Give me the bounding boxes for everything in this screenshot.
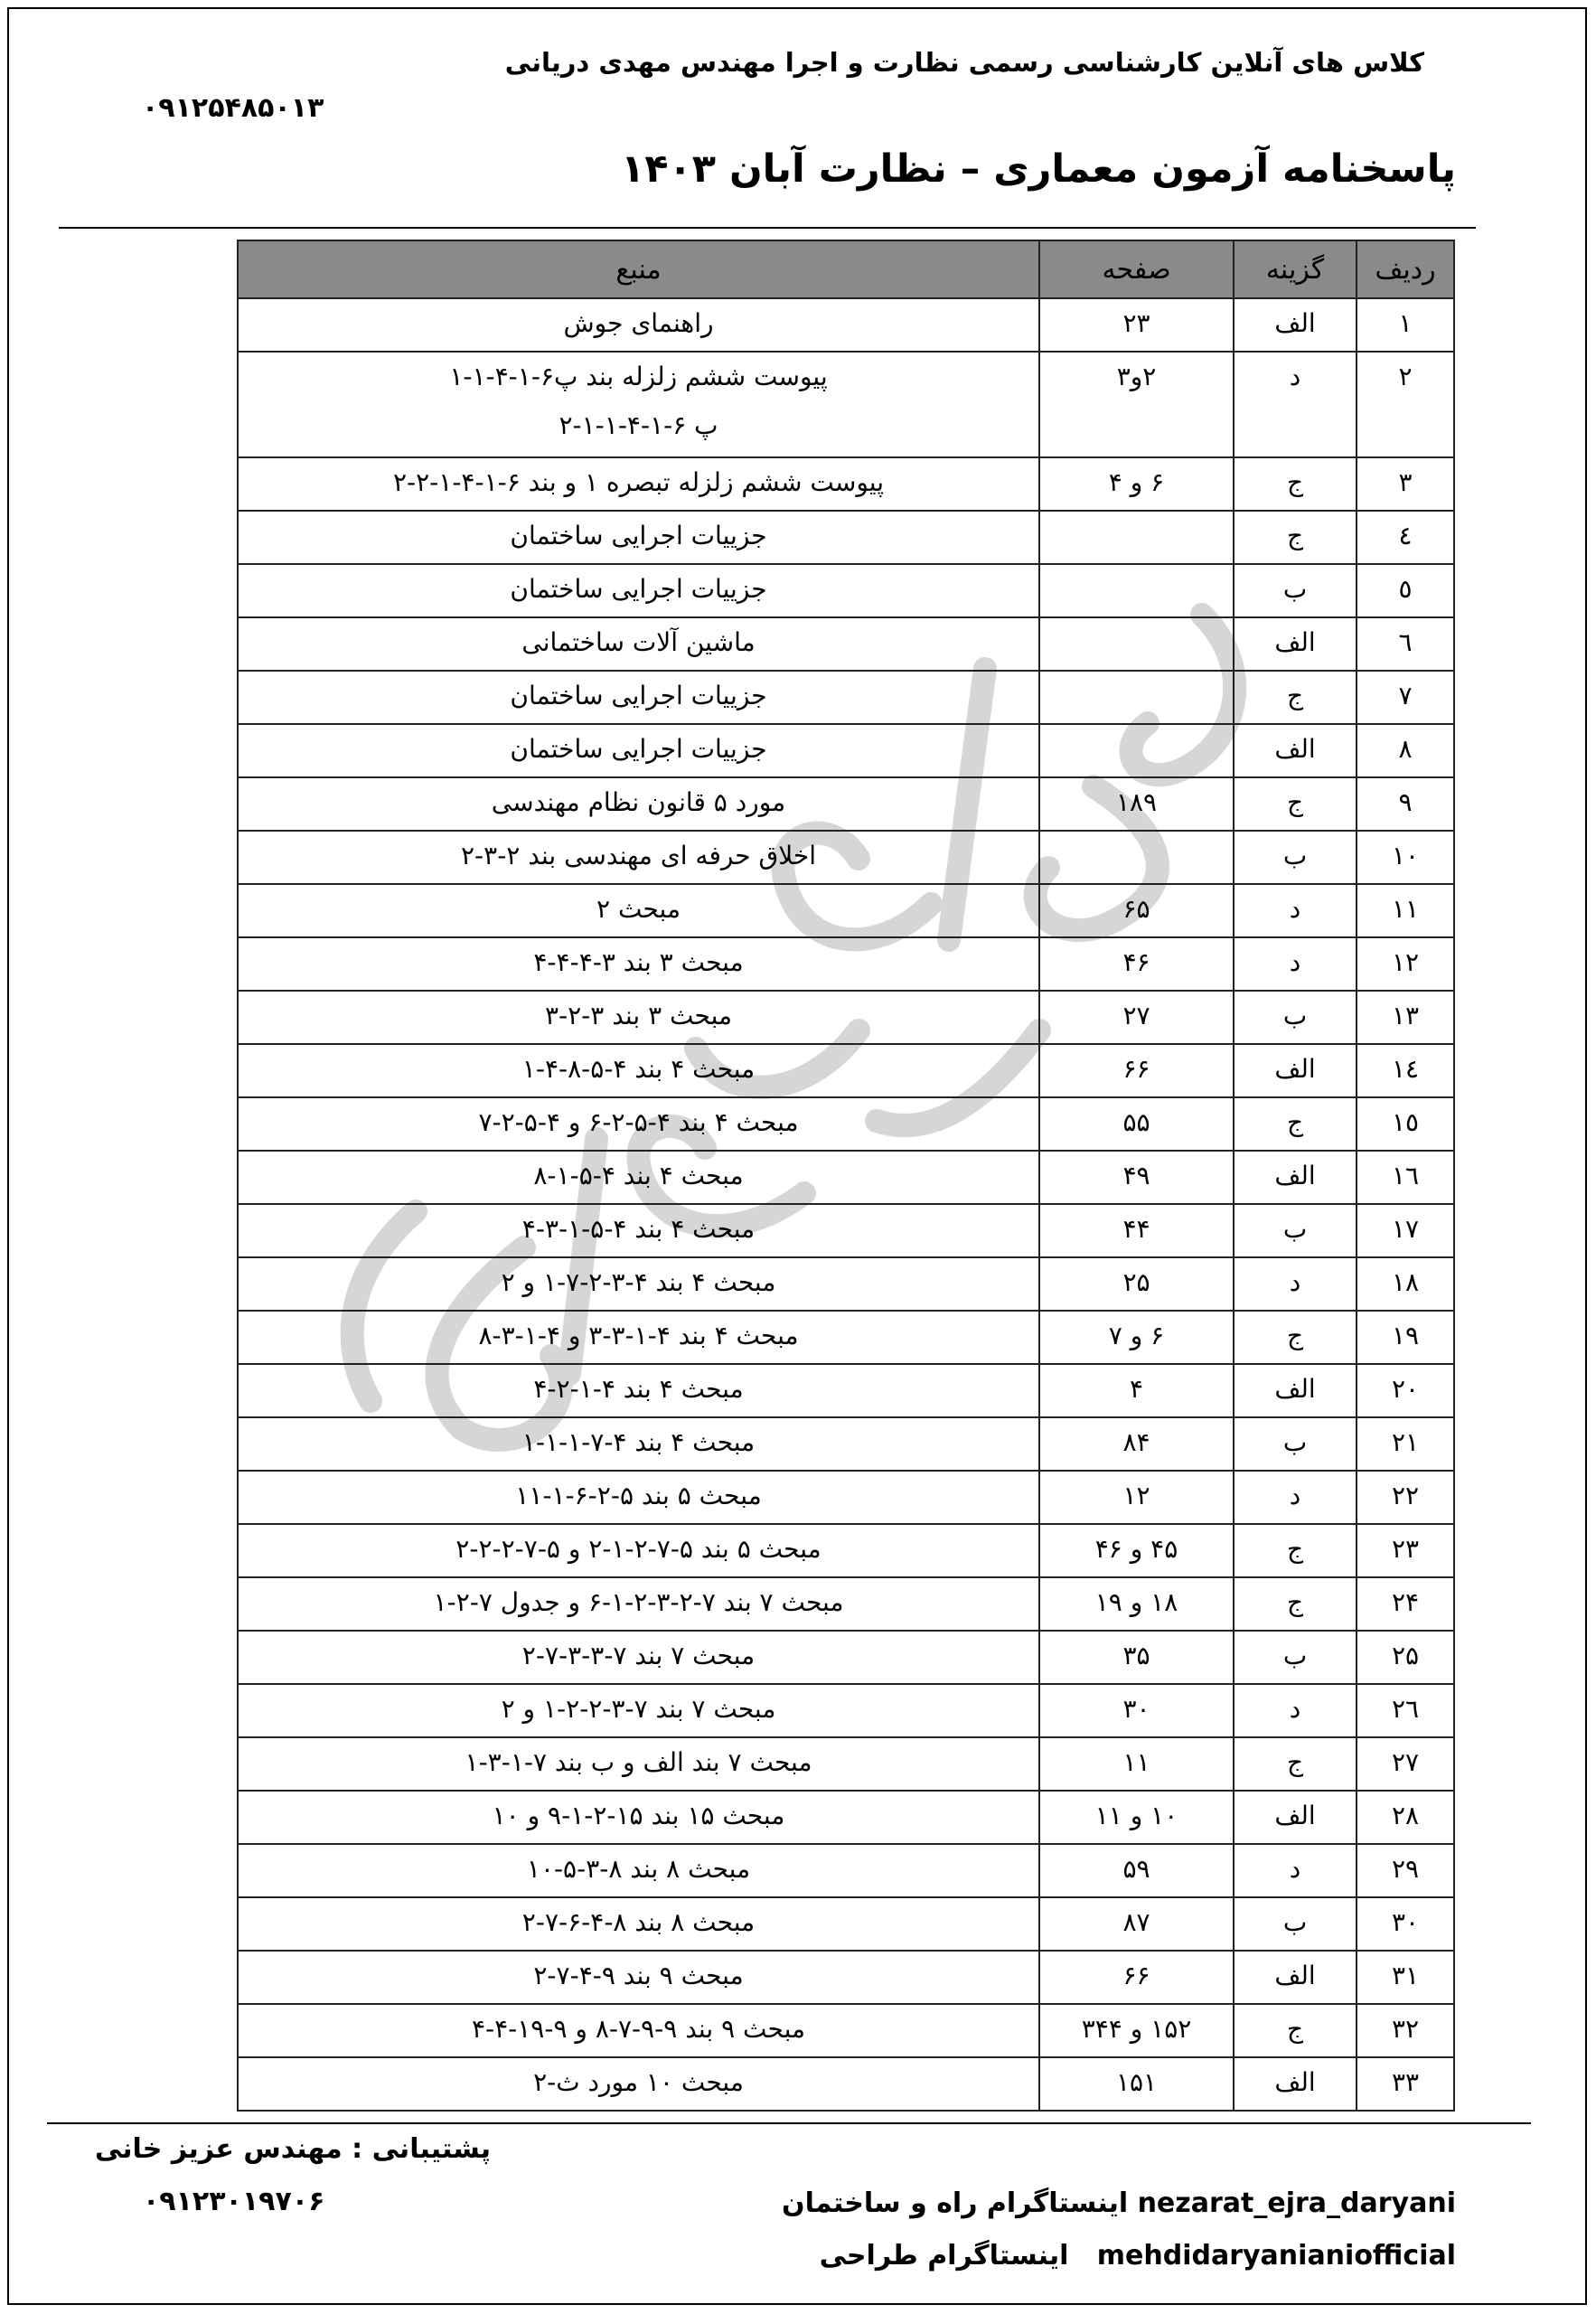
source-cell: مبحث ۸ بند ۸-۳-۵-۱۰	[238, 1844, 1039, 1897]
instagram-line-1	[782, 2187, 1456, 2219]
table-row	[238, 991, 1454, 1044]
row-number-cell: ۲۲	[1357, 1471, 1454, 1524]
row-number-cell: ٤	[1357, 511, 1454, 564]
source-cell: مبحث ۴ بند ۴-۱-۲-۴	[238, 1364, 1039, 1417]
source-cell: پیوست ششم زلزله تبصره ۱ و بند ۶-۱-۴-۱-۲-۲	[238, 457, 1039, 511]
answer-table	[237, 240, 1455, 2112]
option-cell: ج	[1234, 777, 1357, 831]
table-header-row	[238, 240, 1454, 298]
source-cell: مورد ۵ قانون نظام مهندسی	[238, 777, 1039, 831]
table-row	[238, 2004, 1454, 2057]
row-number-cell: ۲۰	[1357, 1364, 1454, 1417]
page-cell: ۱۲	[1039, 1471, 1234, 1524]
table-row	[238, 298, 1454, 352]
row-number-cell: ۲۸	[1357, 1791, 1454, 1844]
row-number-cell: ۲	[1357, 352, 1454, 457]
page-cell: ۳۵	[1039, 1631, 1234, 1684]
table-row	[238, 724, 1454, 777]
row-number-cell: ۱۱	[1357, 884, 1454, 937]
source-cell: مبحث ۷ بند ۷-۲-۳-۲-۱-۶ و جدول ۷-۲-۱	[238, 1577, 1039, 1631]
option-cell: الف	[1234, 1151, 1357, 1204]
table-row	[238, 671, 1454, 724]
option-cell: ج	[1234, 511, 1357, 564]
option-cell: ب	[1234, 1631, 1357, 1684]
page-cell: ۵۹	[1039, 1844, 1234, 1897]
row-number-cell: ۳۳	[1357, 2057, 1454, 2111]
page-cell	[1039, 564, 1234, 617]
source-cell: پیوست ششم زلزله بند پ۶-۱-۴-۱-۱ پ ۶-۱-۴-۱-۱-۲	[238, 352, 1039, 457]
option-cell: ج	[1234, 671, 1357, 724]
row-number-cell: ۱۷	[1357, 1204, 1454, 1257]
page-cell: ۴	[1039, 1364, 1234, 1417]
table-row	[238, 831, 1454, 884]
option-cell: ب	[1234, 1417, 1357, 1471]
row-number-cell: ۱۳	[1357, 991, 1454, 1044]
option-cell: ب	[1234, 1204, 1357, 1257]
option-cell: ج	[1234, 1737, 1357, 1791]
row-number-cell: ۷	[1357, 671, 1454, 724]
option-cell: ب	[1234, 991, 1357, 1044]
source-cell: مبحث ۸ بند ۸-۴-۶-۷-۲	[238, 1897, 1039, 1951]
row-number-cell: ۳۰	[1357, 1897, 1454, 1951]
source-cell: جزییات اجرایی ساختمان	[238, 724, 1039, 777]
page-cell: ۴۹	[1039, 1151, 1234, 1204]
source-cell: مبحث ۳ بند ۳-۲-۳	[238, 991, 1039, 1044]
instagram-line-2	[820, 2240, 1456, 2272]
instagram-desc-2: اینستاگرام طراحی	[819, 2240, 1069, 2272]
row-number-cell: ۲۱	[1357, 1417, 1454, 1471]
table-row	[238, 1044, 1454, 1097]
table-row	[238, 1897, 1454, 1951]
row-number-cell: ۳۲	[1357, 2004, 1454, 2057]
table-row	[238, 1737, 1454, 1791]
source-cell: مبحث ۲	[238, 884, 1039, 937]
row-number-cell: ۹	[1357, 777, 1454, 831]
footer-divider	[47, 2122, 1531, 2124]
option-cell: ج	[1234, 2004, 1357, 2057]
table-row	[238, 1844, 1454, 1897]
source-cell: راهنمای جوش	[238, 298, 1039, 352]
table-row	[238, 352, 1454, 457]
option-cell: ج	[1234, 1311, 1357, 1364]
page-cell: ۶۶	[1039, 1044, 1234, 1097]
page-cell: ۶ و ۴	[1039, 457, 1234, 511]
page-cell: ۲۷	[1039, 991, 1234, 1044]
page-cell: ۳۰	[1039, 1684, 1234, 1737]
row-number-cell: ۱۹	[1357, 1311, 1454, 1364]
row-number-cell: ۲۷	[1357, 1737, 1454, 1791]
option-cell: الف	[1234, 1791, 1357, 1844]
table-row	[238, 777, 1454, 831]
row-number-cell: ۱۲	[1357, 937, 1454, 991]
source-cell: مبحث ۴ بند ۴-۷-۱-۱-۱	[238, 1417, 1039, 1471]
table-row	[238, 884, 1454, 937]
header-option: گزینه	[1234, 240, 1357, 298]
table-row	[238, 457, 1454, 511]
source-cell: مبحث ۴ بند ۴-۵-۱-۸	[238, 1151, 1039, 1204]
page-cell	[1039, 724, 1234, 777]
option-cell: ب	[1234, 1897, 1357, 1951]
option-cell: د	[1234, 1471, 1357, 1524]
page-cell: ۱۵۲ و ۳۴۴	[1039, 2004, 1234, 2057]
source-cell: مبحث ۳ بند ۳-۴-۴-۴	[238, 937, 1039, 991]
option-cell: ب	[1234, 831, 1357, 884]
row-number-cell: ۲۳	[1357, 1524, 1454, 1577]
option-cell: الف	[1234, 1044, 1357, 1097]
source-cell: مبحث ۷ بند ۷-۳-۳-۷-۲	[238, 1631, 1039, 1684]
page-cell	[1039, 671, 1234, 724]
option-cell: الف	[1234, 1364, 1357, 1417]
row-number-cell: ۲۵	[1357, 1631, 1454, 1684]
source-cell: ماشین آلات ساختمانی	[238, 617, 1039, 671]
source-cell: جزییات اجرایی ساختمان	[238, 671, 1039, 724]
table-row	[238, 2057, 1454, 2111]
source-cell: مبحث ۵ بند ۵-۷-۲-۱-۲ و ۵-۷-۲-۲-۲	[238, 1524, 1039, 1577]
table-row	[238, 1204, 1454, 1257]
option-cell: د	[1234, 1684, 1357, 1737]
table-row	[238, 1951, 1454, 2004]
page-cell	[1039, 617, 1234, 671]
source-cell: مبحث ۵ بند ۵-۲-۶-۱-۱۱	[238, 1471, 1039, 1524]
table-row	[238, 1311, 1454, 1364]
instagram-handle-1[interactable]: nezarat_ejra_daryani	[1137, 2187, 1456, 2219]
table-row	[238, 1471, 1454, 1524]
option-cell: ج	[1234, 1524, 1357, 1577]
header-page: صفحه	[1039, 240, 1234, 298]
table-row	[238, 564, 1454, 617]
row-number-cell: ١٥	[1357, 1097, 1454, 1151]
page-cell: ۴۶	[1039, 937, 1234, 991]
table-row	[238, 1791, 1454, 1844]
header-row-number: ردیف	[1357, 240, 1454, 298]
row-number-cell: ۲۴	[1357, 1577, 1454, 1631]
row-number-cell: ۱۰	[1357, 831, 1454, 884]
table-row	[238, 1631, 1454, 1684]
table-row	[238, 1151, 1454, 1204]
page-cell	[1039, 831, 1234, 884]
table-row	[238, 1417, 1454, 1471]
page-cell: ۴۴	[1039, 1204, 1234, 1257]
option-cell: د	[1234, 1257, 1357, 1311]
page-cell: ۸۴	[1039, 1417, 1234, 1471]
instagram-desc-1: اینستاگرام راه و ساختمان	[782, 2187, 1129, 2219]
row-number-cell: ۸	[1357, 724, 1454, 777]
source-cell: مبحث ۴ بند ۴-۳-۲-۷-۱ و ۲	[238, 1257, 1039, 1311]
row-number-cell: ١٦	[1357, 1151, 1454, 1204]
option-cell: الف	[1234, 724, 1357, 777]
row-number-cell: ۳۱	[1357, 1951, 1454, 2004]
header-phone: ۰۹۱۲۵۴۸۵۰۱۳	[142, 92, 324, 124]
source-cell: جزییات اجرایی ساختمان	[238, 511, 1039, 564]
option-cell: د	[1234, 884, 1357, 937]
table-row	[238, 1524, 1454, 1577]
page-cell: ۱۵۱	[1039, 2057, 1234, 2111]
support-phone: ۰۹۱۲۳۰۱۹۷۰۶	[143, 2186, 325, 2217]
row-number-cell: ۲۹	[1357, 1844, 1454, 1897]
support-label: پشتیبانی : مهندس عزیز خانی	[94, 2133, 491, 2165]
page-cell: ۶۵	[1039, 884, 1234, 937]
option-cell: د	[1234, 352, 1357, 457]
option-cell: الف	[1234, 1951, 1357, 2004]
source-cell: مبحث ۷ بند ۷-۳-۲-۲-۱ و ۲	[238, 1684, 1039, 1737]
table-row	[238, 1097, 1454, 1151]
option-cell: د	[1234, 937, 1357, 991]
row-number-cell: ٦	[1357, 617, 1454, 671]
row-number-cell: ٥	[1357, 564, 1454, 617]
header-source: منبع	[238, 240, 1039, 298]
table-row	[238, 937, 1454, 991]
source-cell: مبحث ۴ بند ۴-۵-۸-۴-۱	[238, 1044, 1039, 1097]
page-cell: ۲۳	[1039, 298, 1234, 352]
option-cell: الف	[1234, 2057, 1357, 2111]
option-cell: الف	[1234, 617, 1357, 671]
page-cell: ۶ و ۷	[1039, 1311, 1234, 1364]
source-cell: مبحث ۴ بند ۴-۱-۳-۳ و ۴-۱-۳-۸	[238, 1311, 1039, 1364]
option-cell: ج	[1234, 1097, 1357, 1151]
page-cell: ۱۰ و ۱۱	[1039, 1791, 1234, 1844]
table-row	[238, 1364, 1454, 1417]
page-cell: ۱۸ و ۱۹	[1039, 1577, 1234, 1631]
page-cell: ۵۵	[1039, 1097, 1234, 1151]
source-cell: مبحث ۴ بند ۴-۵-۲-۶ و ۴-۵-۲-۷	[238, 1097, 1039, 1151]
table-row	[238, 617, 1454, 671]
header-divider	[59, 227, 1476, 229]
source-cell: مبحث ۱۵ بند ۱۵-۲-۱-۹ و ۱۰	[238, 1791, 1039, 1844]
source-cell: مبحث ۱۰ مورد ث-۲	[238, 2057, 1039, 2111]
option-cell: ج	[1234, 1577, 1357, 1631]
source-cell: مبحث ۹ بند ۹-۹-۷-۸ و ۹-۱۹-۴-۴	[238, 2004, 1039, 2057]
row-number-cell: ۲٦	[1357, 1684, 1454, 1737]
row-number-cell: ۱	[1357, 298, 1454, 352]
instagram-handle-2[interactable]: mehdidaryanianiofficial	[1096, 2240, 1456, 2272]
page-cell: ۱۸۹	[1039, 777, 1234, 831]
row-number-cell: ۱۸	[1357, 1257, 1454, 1311]
row-number-cell: ۳	[1357, 457, 1454, 511]
source-cell: مبحث ۴ بند ۴-۵-۱-۳-۴	[238, 1204, 1039, 1257]
table-row	[238, 1684, 1454, 1737]
page-cell: ۶۶	[1039, 1951, 1234, 2004]
page-cell: ۸۷	[1039, 1897, 1234, 1951]
page-cell: ۱۱	[1039, 1737, 1234, 1791]
source-cell: مبحث ۷ بند الف و ب بند ۷-۱-۳-۱	[238, 1737, 1039, 1791]
table-row	[238, 1577, 1454, 1631]
page-cell: ۲۵	[1039, 1257, 1234, 1311]
row-number-cell: ١٤	[1357, 1044, 1454, 1097]
option-cell: الف	[1234, 298, 1357, 352]
page-cell: ۲و۳	[1039, 352, 1234, 457]
page-cell: ۴۵ و ۴۶	[1039, 1524, 1234, 1577]
table-row	[238, 511, 1454, 564]
source-cell: جزییات اجرایی ساختمان	[238, 564, 1039, 617]
source-cell: اخلاق حرفه ای مهندسی بند ۲-۳-۲	[238, 831, 1039, 884]
course-line: کلاس های آنلاین کارشناسی رسمی نظارت و اجرا مهندس مهدی دریانی	[504, 47, 1424, 78]
page-cell	[1039, 511, 1234, 564]
source-cell: مبحث ۹ بند ۹-۴-۷-۲	[238, 1951, 1039, 2004]
page-title: پاسخنامه آزمون معماری – نظارت آبان ۱۴۰۳	[621, 146, 1456, 192]
option-cell: ب	[1234, 564, 1357, 617]
option-cell: د	[1234, 1844, 1357, 1897]
table-row	[238, 1257, 1454, 1311]
option-cell: ج	[1234, 457, 1357, 511]
